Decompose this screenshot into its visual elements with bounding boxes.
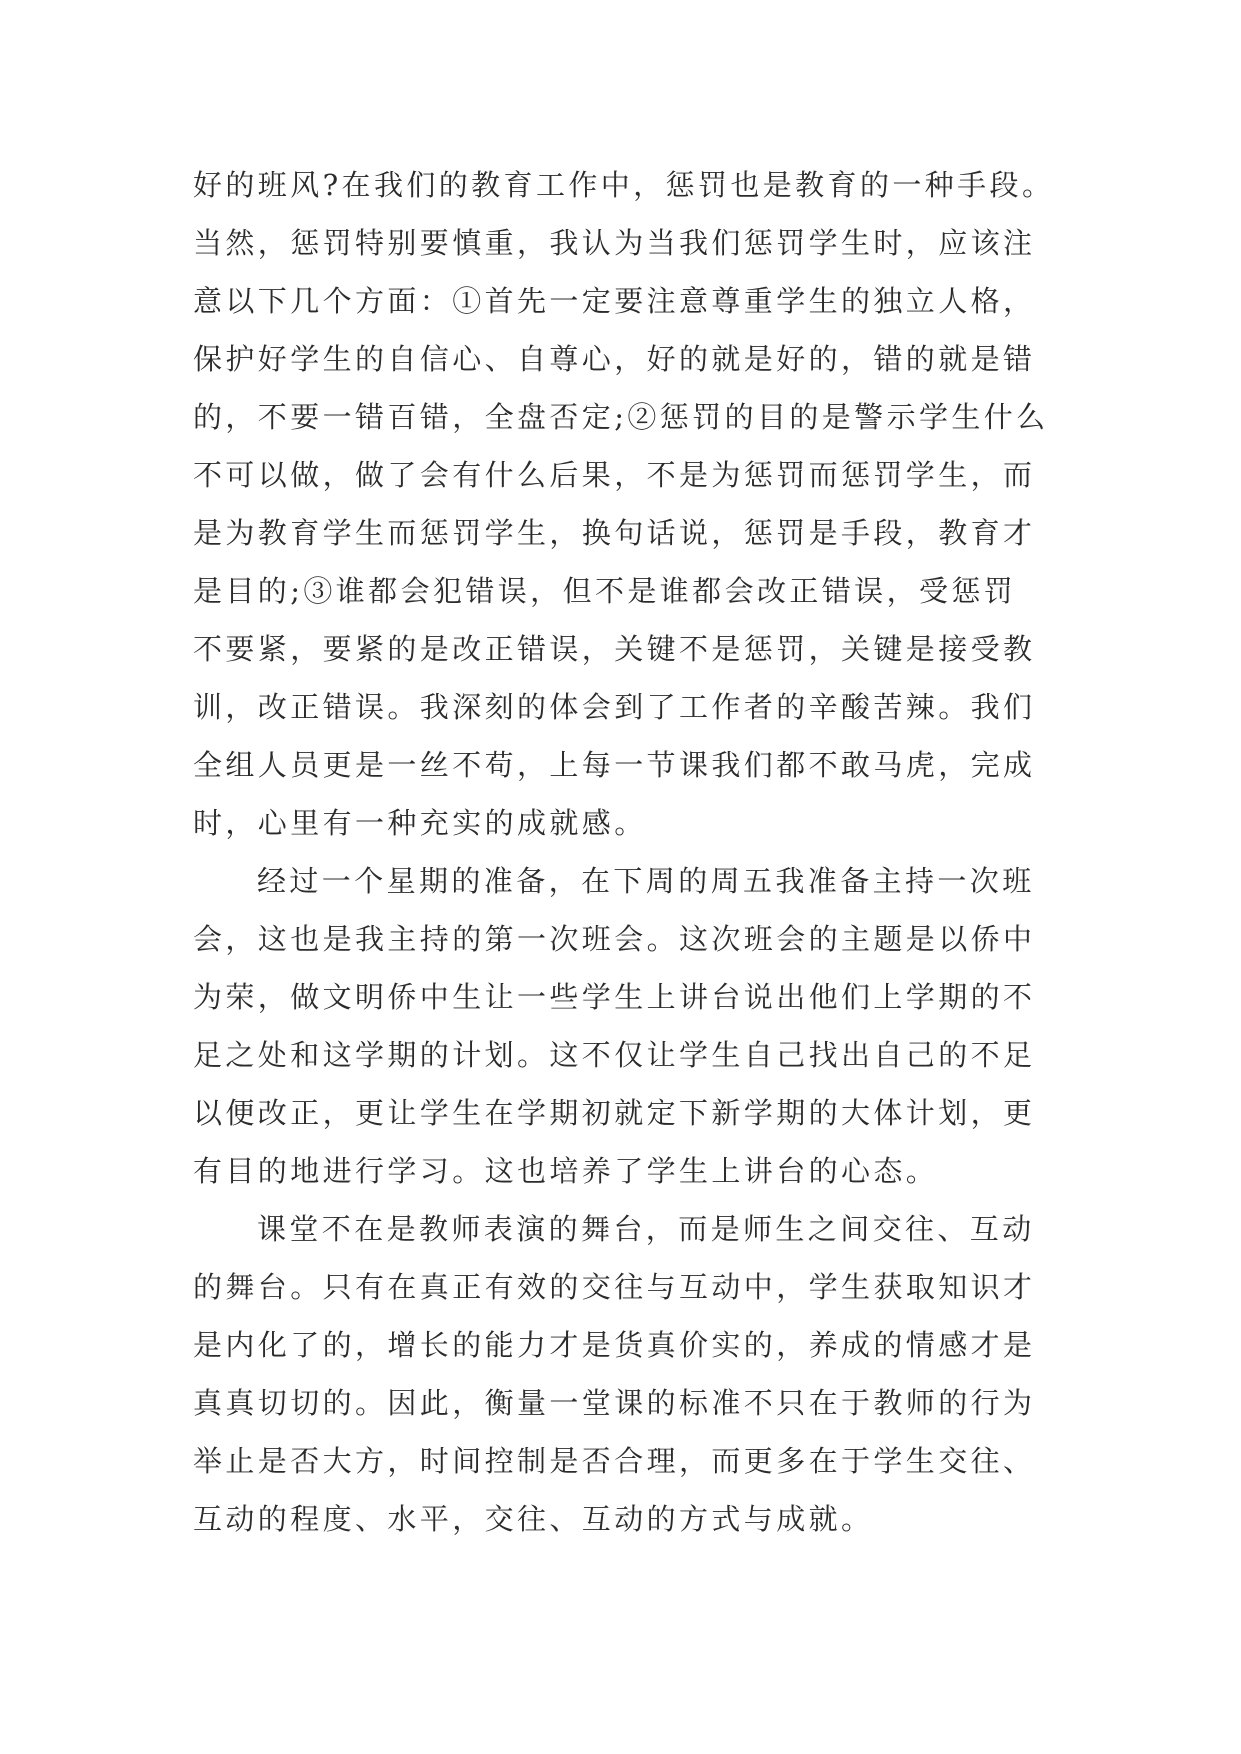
paragraph-1-line-11: 全组人员更是一丝不苟，上每一节课我们都不敢马虎，完成 bbox=[193, 748, 1036, 782]
paragraph-2-line-5: 以便改正，更让学生在学期初就定下新学期的大体计划，更 bbox=[193, 1096, 1036, 1130]
paragraph-2-line-6: 有目的地进行学习。这也培养了学生上讲台的心态。 bbox=[193, 1154, 939, 1188]
paragraph-2-line-3: 为荣，做文明侨中生让一些学生上讲台说出他们上学期的不 bbox=[193, 980, 1036, 1014]
paragraph-1-line-4: 保护好学生的自信心、自尊心，好的就是好的，错的就是错 bbox=[193, 342, 1036, 376]
paragraph-3-line-3: 是内化了的，增长的能力才是货真价实的，养成的情感才是 bbox=[193, 1328, 1036, 1362]
paragraph-1-line-12: 时，心里有一种充实的成就感。 bbox=[193, 806, 647, 840]
paragraph-3-line-1: 课堂不在是教师表演的舞台，而是师生之间交往、互动 bbox=[257, 1212, 1035, 1246]
paragraph-2-line-1: 经过一个星期的准备，在下周的周五我准备主持一次班 bbox=[257, 864, 1035, 898]
paragraph-1-line-7: 是为教育学生而惩罚学生，换句话说，惩罚是手段，教育才 bbox=[193, 516, 1036, 550]
paragraph-1-line-9: 不要紧，要紧的是改正错误，关键不是惩罚，关键是接受教 bbox=[193, 632, 1036, 666]
document-body bbox=[193, 156, 1073, 1548]
paragraph-2-line-2: 会，这也是我主持的第一次班会。这次班会的主题是以侨中 bbox=[193, 922, 1036, 956]
paragraph-1-line-2: 当然，惩罚特别要慎重，我认为当我们惩罚学生时，应该注 bbox=[193, 226, 1036, 260]
paragraph-1-line-10: 训，改正错误。我深刻的体会到了工作者的辛酸苦辣。我们 bbox=[193, 690, 1036, 724]
paragraph-3-line-2: 的舞台。只有在真正有效的交往与互动中，学生获取知识才 bbox=[193, 1270, 1036, 1304]
paragraph-1-line-3: 意以下几个方面：①首先一定要注意尊重学生的独立人格， bbox=[193, 284, 1036, 318]
paragraph-1-line-1: 好的班风?在我们的教育工作中，惩罚也是教育的一种手段。 bbox=[193, 168, 1055, 202]
paragraph-3-line-5: 举止是否大方，时间控制是否合理，而更多在于学生交往、 bbox=[193, 1444, 1036, 1478]
paragraph-1-line-5: 的，不要一错百错，全盘否定;②惩罚的目的是警示学生什么 bbox=[193, 400, 1049, 434]
paragraph-3-line-6: 互动的程度、水平，交往、互动的方式与成就。 bbox=[193, 1502, 874, 1536]
paragraph-1-line-8: 是目的;③谁都会犯错误，但不是谁都会改正错误，受惩罚 bbox=[193, 574, 1017, 608]
paragraph-2-line-4: 足之处和这学期的计划。这不仅让学生自己找出自己的不足 bbox=[193, 1038, 1036, 1072]
paragraph-3-line-4: 真真切切的。因此，衡量一堂课的标准不只在于教师的行为 bbox=[193, 1386, 1036, 1420]
paragraph-1-line-6: 不可以做，做了会有什么后果，不是为惩罚而惩罚学生，而 bbox=[193, 458, 1036, 492]
